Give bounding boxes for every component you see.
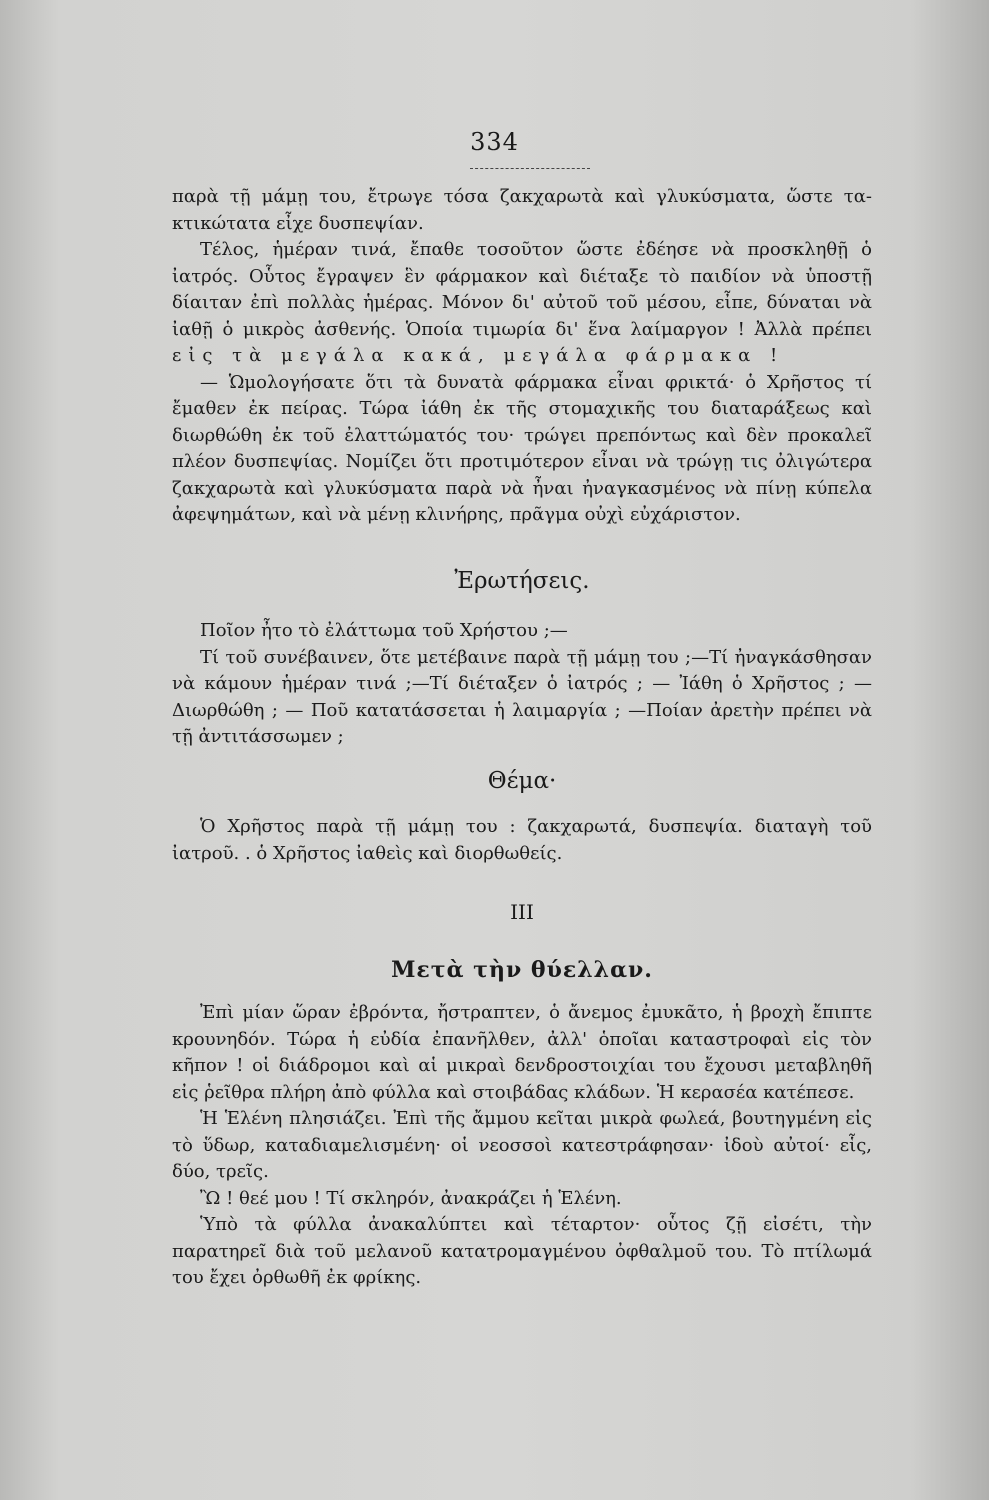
section-paragraph: Ὢ ! θεέ μου ! Τί σκληρόν, ἀνακράζει ἡ Ἑλένη. [200,1187,622,1209]
page-number: 334 [470,128,519,156]
question-line: Τί τοῦ συνέβαινεν, ὅτε μετέβαινε παρὰ τῇ μάμῃ του ;—Τί ἠναγκάσθησαν νὰ κάμουν ἡμέραν τινά ;—Τί διέταξεν ὁ ἰατρός ; — Ἰάθη ὁ Χρῆστος ; —Διωρθώθη ; — Ποῦ κατατάσσεται ἡ λαιμαργία ; —Ποίαν ἀρετὴν πρέπει νὰ τῇ ἀντιτάσσωμεν ; [172,646,872,747]
section-paragraph: Ἐπὶ μίαν ὥραν ἐβρόντα, ἤστραπτεν, ὁ ἄνεμος ἐμυκᾶτο, ἡ βροχὴ ἔπιπτε κρουνηδόν. Τώρα ἡ εὐδία ἐπανῆλθεν, ἀλλ' ὁποῖαι καταστροφαὶ εἰς τὸν κῆπον ! οἱ διάδρομοι καὶ αἱ μικραὶ δενδροστοιχίαι του ἔχουσι μεταβληθῆ εἰς ῥεῖθρα πλήρη ἀπὸ φύλλα καὶ στοιβάδας κλάδων. Ἡ κερασέα κατέπεσε. [172,1002,872,1103]
section-numeral: III [510,900,534,924]
section-paragraph: Ὑπὸ τὰ φύλλα ἀνακαλύπτει καὶ τέταρτον· οὗτος ζῇ εἰσέτι, τὴν παρατηρεῖ διὰ τοῦ μελανοῦ κατατρομαγμένου ὀφθαλμοῦ του. Τὸ πτίλωμά του ἔχει ὀρθωθῆ ἐκ φρίκης. [172,1214,872,1288]
top-text-block [172,184,872,529]
section-paragraph: Ἡ Ἑλένη πλησιάζει. Ἐπὶ τῆς ἄμμου κεῖται μικρὰ φωλεά, βουτηγμένη εἰς τὸ ὕδωρ, καταδιαμελισμένη· οἱ νεοσσοὶ κατεστράφησαν· ἰδοὺ αὐτοί· εἷς, δύο, τρεῖς. [172,1108,872,1182]
theme-heading: Θέμα· [487,768,557,794]
questions-heading: Ἐρωτήσεις. [454,568,590,594]
section-title: Μετὰ τὴν θύελλαν. [391,957,653,983]
question-line: Ποῖον ἦτο τὸ ἐλάττωμα τοῦ Χρήστου ;— [200,620,568,641]
paragraph-doctor-text: Τέλος, ἡμέραν τινά, ἔπαθε τοσοῦτον ὥστε ἐδέησε νὰ προσκληθῇ ὁ ἰατρός. Οὗτος ἔγραψεν ἓν φάρμακον καὶ διέταξε τὸ παιδίον νὰ ὑποστῇ δίαιταν ἐπὶ πολλὰς ἡμέρας. Μόνον δι' αὐτοῦ τοῦ μέσου, εἶπε, δύναται νὰ ἰαθῇ ὁ μικρὸς ἀσθενής. Ὁποία τιμωρία δι' ἕνα λαίμαργον ! Ἀλλὰ πρέπει [172,239,872,340]
theme-block [172,814,872,867]
proverb-spaced-text: εἰς τὰ μεγάλα κακά, μεγάλα φάρμακα ! [172,345,785,366]
questions-block [172,618,872,751]
theme-text: Ὁ Χρῆστος παρὰ τῇ μάμῃ του : ζακχαρωτά, δυσπεψία. διαταγὴ τοῦ ἰατροῦ. . ὁ Χρῆστος ἰαθεὶς καὶ διορθωθείς. [172,816,872,864]
paragraph-doctor [172,237,872,370]
section-text-block [172,1000,872,1292]
paragraph-lesson: — Ὡμολογήσατε ὅτι τὰ δυνατὰ φάρμακα εἶναι φρικτά· ὁ Χρῆστος τί ἔμαθεν ἐκ πείρας. Τώρα ἰάθη ἐκ τῆς στομαχικῆς του διαταράξεως καὶ διωρθώθη ἐκ τοῦ ἐλαττώματός του· τρώγει πρεπόντως καὶ δὲν προκαλεῖ πλέον δυσπεψίας. Νομίζει ὅτι προτιμότερον εἶναι νὰ τρώγῃ τις ὀλιγώτερα ζακχαρωτὰ καὶ γλυκύσματα παρὰ νὰ ἦναι ἠναγκασμένος νὰ πίνῃ κύπελα ἀφεψημάτων, καὶ νὰ μένῃ κλινήρης, πρᾶγμα οὐχὶ εὐχάριστον. [172,371,872,525]
page-number-rule [470,168,590,169]
paragraph-continuation: παρὰ τῇ μάμῃ του, ἔτρωγε τόσα ζακχαρωτὰ καὶ γλυκύσματα, ὥστε τα-κτικώτατα εἶχε δυσπεψίαν. [172,186,872,234]
